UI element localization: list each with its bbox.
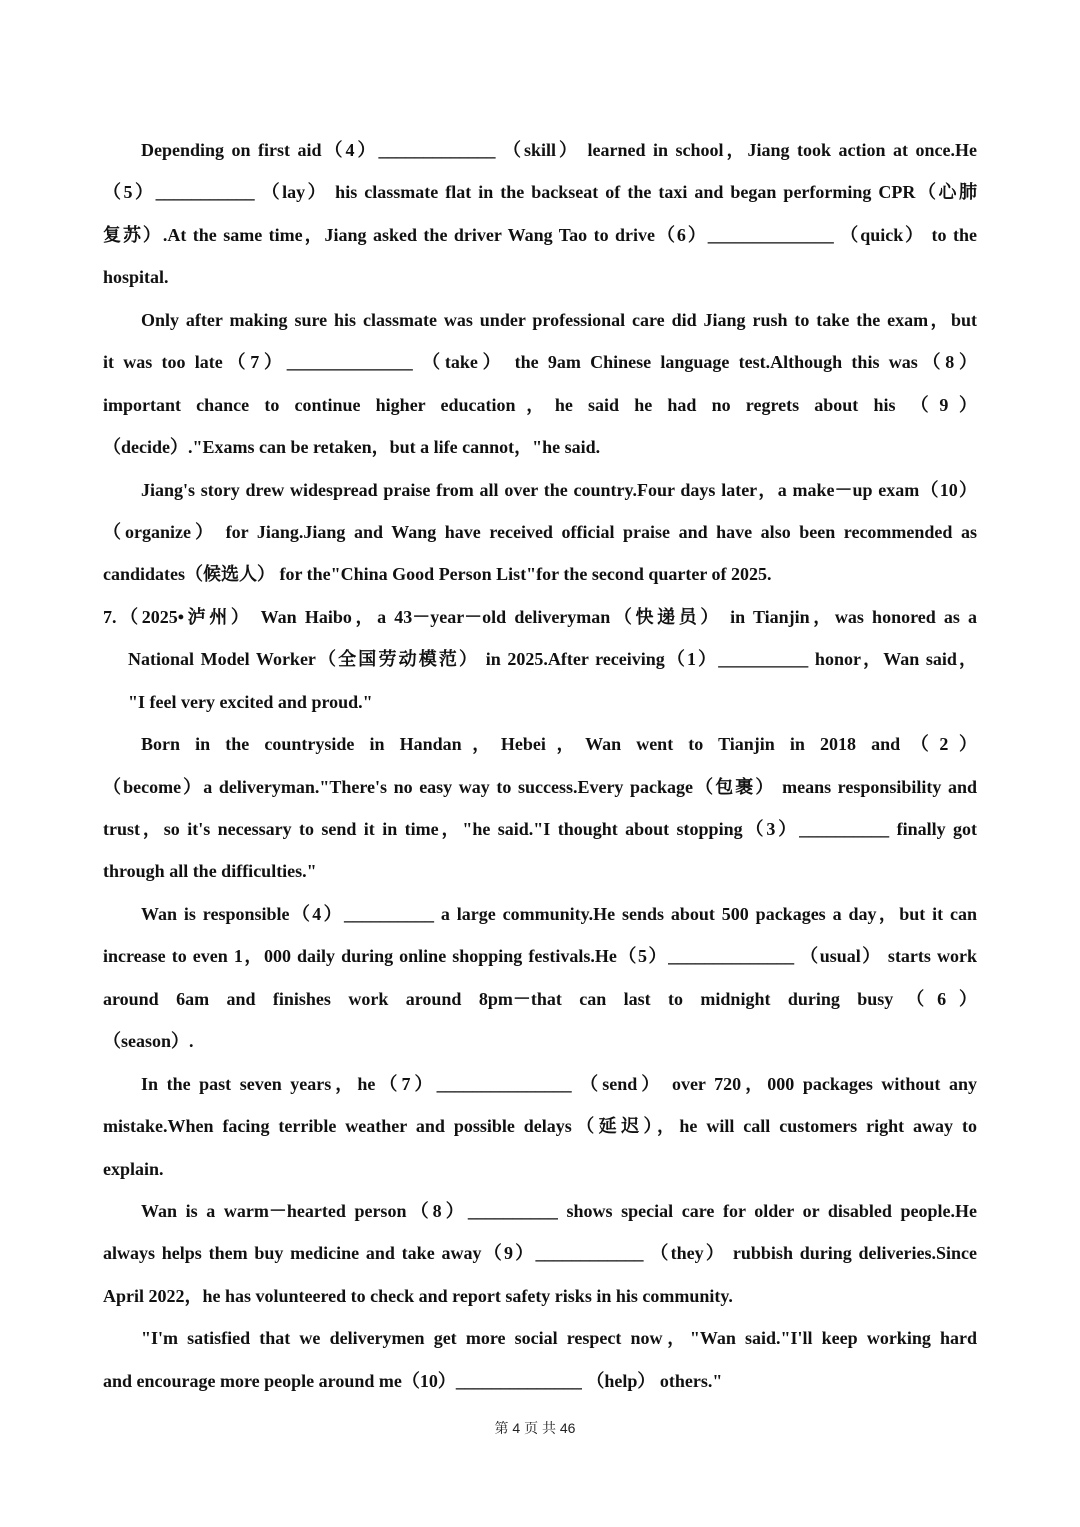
text-line: always helps them buy medicine and take away（9）____________ （they） rubbish during deliveries.Since — [103, 1243, 977, 1264]
page-number-footer: 第 4 页 共 46 — [494, 1420, 576, 1436]
text-line: through all the difficulties." — [103, 861, 317, 882]
text-line: mistake.When facing terrible weather and possible delays（延迟），he will call customers right away to — [103, 1116, 977, 1137]
text-line: Jiang's story drew widespread praise from all over the country.Four days later，a make－up exam（10） — [141, 479, 977, 500]
text-line: （season）. — [103, 1031, 194, 1052]
text-line: 复苏）.At the same time，Jiang asked the driver Wang Tao to drive（6）______________ （quick） to the — [103, 224, 977, 245]
text-line: "I'm satisfied that we deliverymen get more social respect now，"Wan said."I'll keep working hard — [141, 1328, 977, 1349]
text-line: important chance to continue higher education，he said he had no regrets about his （9） — [103, 394, 977, 415]
text-line: hospital. — [103, 267, 169, 288]
text-line: Born in the countryside in Handan，Hebei，Wan went to Tianjin in 2018 and（2） — [141, 734, 977, 755]
text-line: Wan is responsible（4）__________ a large community.He sends about 500 packages a day，but it can — [141, 903, 977, 924]
text-line: （5）___________ （lay） his classmate flat in the backseat of the taxi and began performing CPR（心肺 — [103, 182, 977, 203]
text-line: Only after making sure his classmate was under professional care did Jiang rush to take the exam，but — [141, 309, 977, 330]
text-line: "I feel very excited and proud." — [128, 691, 373, 712]
text-line: and encourage more people around me（10）______________ （help） others." — [103, 1370, 723, 1391]
text-line: April 2022，he has volunteered to check and report safety risks in his community. — [103, 1285, 733, 1306]
text-line: explain. — [103, 1158, 164, 1179]
exercise-text — [103, 129, 977, 1402]
text-line: National Model Worker（全国劳动模范） in 2025.After receiving（1）__________ honor，Wan said， — [128, 649, 977, 670]
text-line: （decide）."Exams can be retaken，but a life cannot，"he said. — [103, 437, 601, 458]
text-line: Wan is a warm－hearted person（8）__________ shows special care for older or disabled people.He — [141, 1200, 977, 1221]
text-line: （become）a deliveryman."There's no easy way to success.Every package（包裹） means responsibility and — [103, 776, 977, 797]
text-line: trust，so it's necessary to send it in time，"he said."I thought about stopping（3）__________ finally got — [103, 819, 977, 839]
text-line: In the past seven years，he（7）_______________ （send） over 720，000 packages without any — [141, 1073, 977, 1094]
text-line: it was too late（7）______________ （take） the 9am Chinese language test.Although this was（8） — [103, 352, 977, 373]
text-line: around 6am and finishes work around 8pm－that can last to midnight during busy（6） — [103, 988, 977, 1009]
text-line: candidates（候选人） for the"China Good Person List"for the second quarter of 2025. — [103, 564, 772, 585]
text-line: （organize） for Jiang.Jiang and Wang have received official praise and have also been recommended as — [103, 521, 977, 542]
text-line: increase to even 1，000 daily during online shopping festivals.He（5）______________ （usual） starts work — [103, 946, 977, 967]
question-7-heading-line: 7.（2025•泸州） Wan Haibo，a 43－year－old deliveryman（快递员） in Tianjin，was honored as a — [103, 606, 977, 627]
text-line: Depending on first aid（4）_____________ （skill） learned in school，Jiang took action at once.He — [141, 140, 977, 160]
